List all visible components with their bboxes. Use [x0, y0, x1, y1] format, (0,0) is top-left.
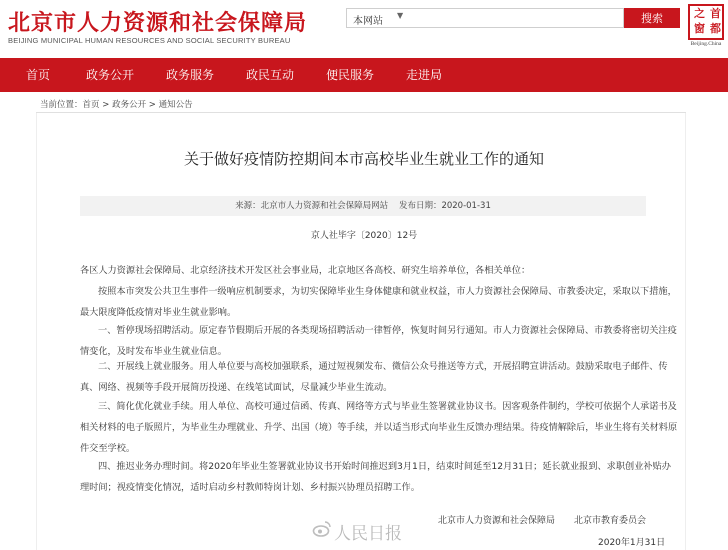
breadcrumb-prefix: 当前位置：	[40, 100, 83, 110]
nav-item-about[interactable]: 走进局	[406, 68, 443, 82]
search-box	[346, 8, 624, 28]
site-header	[0, 0, 728, 58]
seal-char: 之	[694, 7, 705, 20]
site-subtitle: BEIJING MUNICIPAL HUMAN RESOURCES AND SOCIAL SECURITY BUREAU	[8, 36, 291, 45]
nav-item-gov-affairs[interactable]: 政务公开	[86, 68, 135, 82]
divider	[36, 112, 686, 113]
seal-caption: Beijing.China	[690, 41, 722, 47]
article-date: 发布日期：2020-01-31	[398, 201, 491, 211]
nav-item-home[interactable]: 首页	[26, 68, 51, 82]
breadcrumb-link-home[interactable]: 首页	[82, 100, 100, 110]
breadcrumb-link-notices[interactable]: 通知公告	[158, 100, 193, 110]
doc-number: 京人社毕字〔2020〕12号	[310, 231, 418, 241]
article-title: 关于做好疫情防控期间本市高校毕业生就业工作的通知	[183, 150, 544, 168]
signatory-education: 北京市教育委员会	[574, 516, 647, 526]
article-meta	[80, 196, 646, 216]
sign-date: 2020年1月31日	[598, 538, 666, 548]
seal-char: 都	[710, 22, 721, 35]
salutation: 各区人力资源社会保障局、北京经济技术开发区社会事业局，北京地区各高校、研究生培养单位，各相关单位：	[80, 265, 531, 276]
capital-window-logo[interactable]	[688, 4, 724, 40]
site-title[interactable]: 北京市人力资源和社会保障局	[8, 11, 308, 36]
search-input[interactable]	[407, 10, 621, 28]
breadcrumb	[40, 98, 193, 110]
nav-item-gov-services[interactable]: 政务服务	[166, 68, 215, 82]
chevron-down-icon[interactable]: ▼	[397, 11, 404, 20]
article-paragraph: 三、简化优化就业手续。用人单位、高校可通过信函、传真、网络等方式与毕业生签署就业协议书。因客观条件制约，学校可依据个人承诺书及相关材料的电子版照片，为毕业生办理就业、升学、出国（境）等手续，并以适当形式向毕业生反馈办理结果。待疫情解除后，毕业生将有关材料原件交至学校。	[80, 401, 678, 454]
nav-item-interaction[interactable]: 政民互动	[246, 68, 295, 82]
seal-char: 窗	[694, 22, 705, 35]
search-button[interactable]: 搜索	[624, 8, 680, 28]
seal-char: 首	[710, 7, 721, 20]
breadcrumb-link-gov-affairs[interactable]: 政务公开	[112, 100, 147, 110]
weibo-icon	[312, 519, 332, 539]
article-paragraph: 二、开展线上就业服务。用人单位要与高校加强联系，通过短视频发布、微信公众号推送等方式，开展招聘宣讲活动。鼓励采取电子邮件、传真、网络、视频等手段开展简历投递、在线笔试面试，尽量减少毕业生流动。	[80, 361, 668, 393]
breadcrumb-separator: >	[146, 100, 159, 110]
breadcrumb-separator: >	[99, 100, 113, 110]
article-source: 来源：北京市人力资源和社会保障局网站	[235, 201, 389, 211]
signatory-hrss: 北京市人力资源和社会保障局	[438, 516, 556, 526]
search-scope-select[interactable]: 本网站	[353, 16, 383, 27]
watermark-text: 人民日报	[334, 524, 402, 544]
article-paragraph: 四、推迟业务办理时间。将2020年毕业生签署就业协议书开始时间推迟到3月1日，结束时间延至12月31日；延长就业报到、求职创业补贴办理时间；视疫情变化情况，适时启动乡村教师特岗计划、乡村振兴协理员招聘工作。	[80, 461, 671, 493]
main-nav	[0, 58, 728, 92]
nav-item-convenience[interactable]: 便民服务	[326, 68, 375, 82]
article-paragraph: 按照本市突发公共卫生事件一级响应机制要求，为切实保障毕业生身体健康和就业权益，市人力资源社会保障局、市教委决定，采取以下措施，最大限度降低疫情对毕业生就业影响。	[80, 286, 677, 318]
article-paragraph: 一、暂停现场招聘活动。原定春节假期后开展的各类现场招聘活动一律暂停，恢复时间另行通知。市人力资源社会保障局、市教委将密切关注疫情变化，及时发布毕业生就业信息。	[80, 325, 677, 357]
